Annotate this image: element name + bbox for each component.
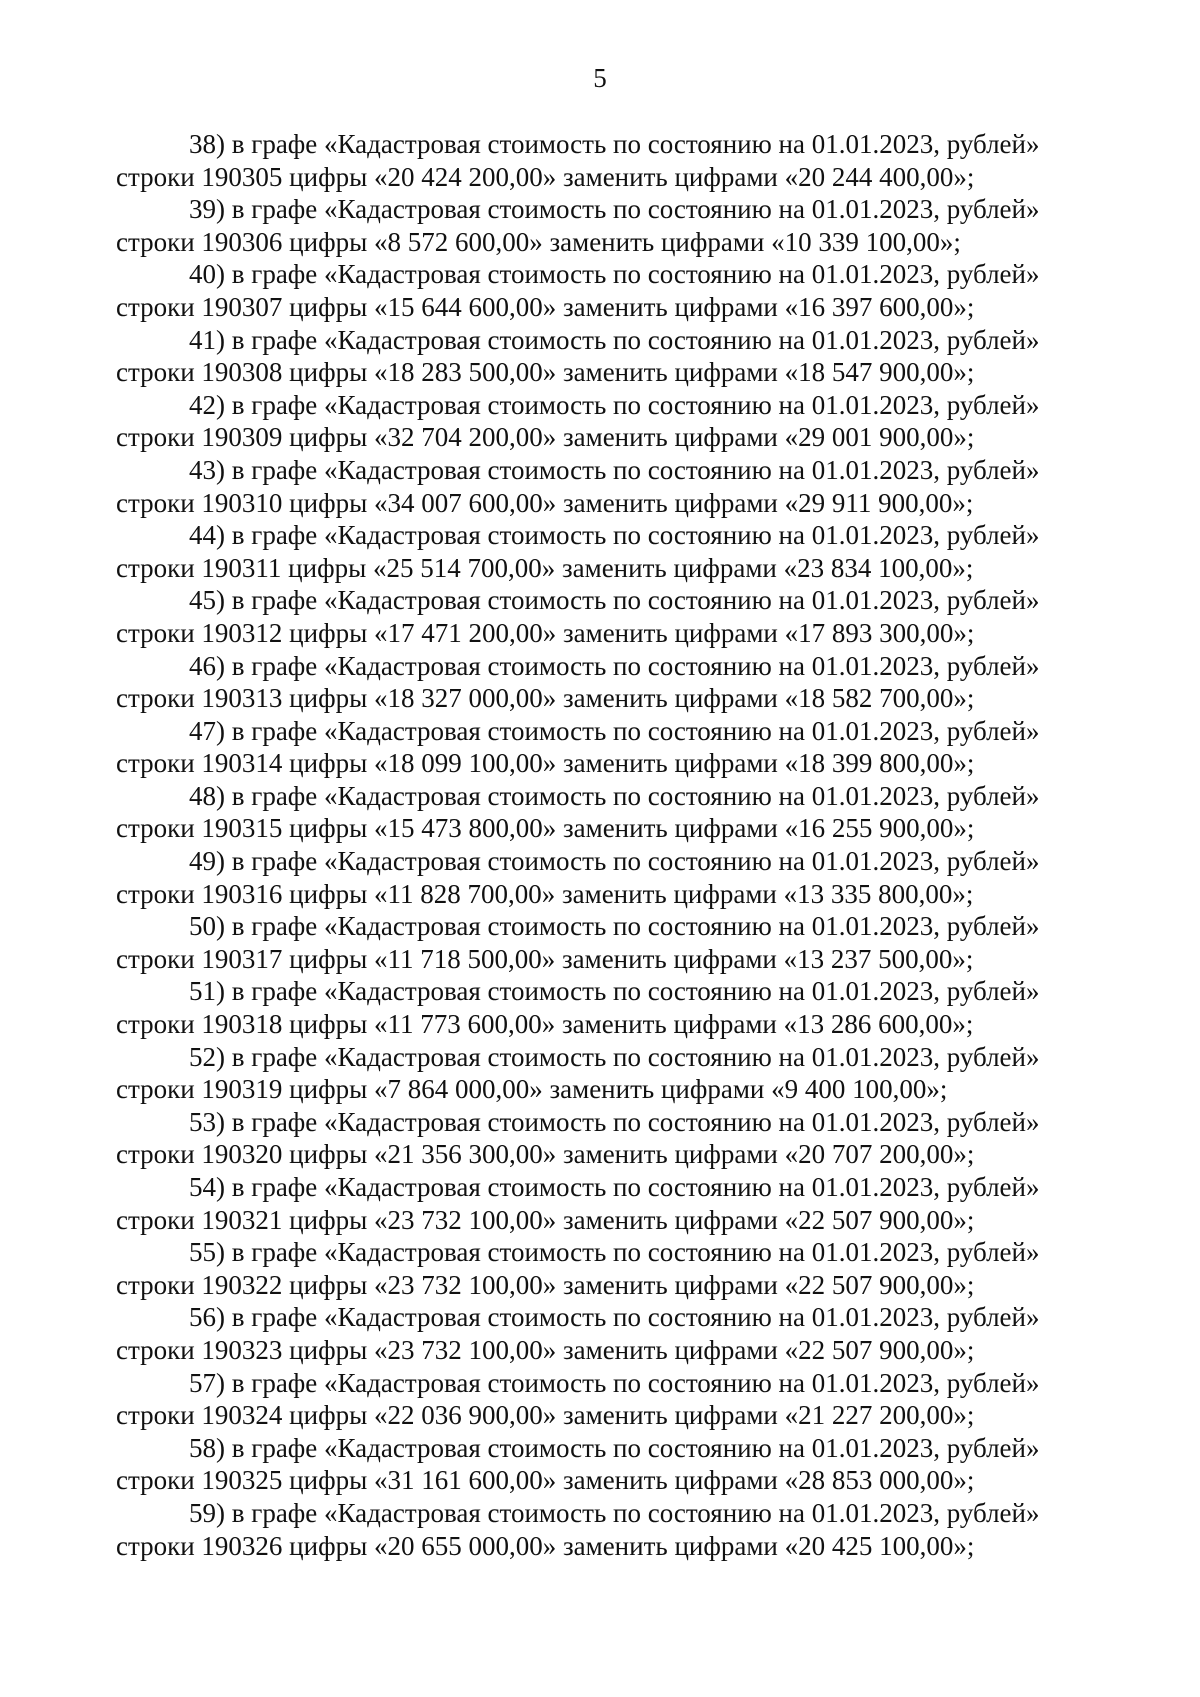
list-item [116,258,1096,323]
item-line-1: 44) в графе «Кадастровая стоимость по состоянию на 01.01.2023, рублей» [189,520,1040,551]
item-line-1: 42) в графе «Кадастровая стоимость по состоянию на 01.01.2023, рублей» [189,389,1040,420]
list-item [116,1106,1096,1171]
item-line-2: строки 190323 цифры «23 732 100,00» заменить цифрами «22 507 900,00»; [116,1334,975,1365]
item-line-1: 51) в графе «Кадастровая стоимость по состоянию на 01.01.2023, рублей» [189,976,1040,1007]
item-line-2: строки 190313 цифры «18 327 000,00» заменить цифрами «18 582 700,00»; [116,683,975,714]
document-body [116,128,1096,1562]
item-line-1: 50) в графе «Кадастровая стоимость по состоянию на 01.01.2023, рублей» [189,911,1040,942]
item-line-2: строки 190319 цифры «7 864 000,00» заменить цифрами «9 400 100,00»; [116,1074,948,1105]
item-line-2: строки 190310 цифры «34 007 600,00» заменить цифрами «29 911 900,00»; [116,487,974,518]
list-item [116,1432,1096,1497]
list-item [116,389,1096,454]
list-item [116,1497,1096,1562]
item-line-2: строки 190315 цифры «15 473 800,00» заменить цифрами «16 255 900,00»; [116,813,975,844]
list-item [116,1171,1096,1236]
item-line-1: 38) в графе «Кадастровая стоимость по состоянию на 01.01.2023, рублей» [189,129,1040,159]
item-line-2: строки 190306 цифры «8 572 600,00» заменить цифрами «10 339 100,00»; [116,226,961,257]
list-item [116,650,1096,715]
item-line-1: 58) в графе «Кадастровая стоимость по состоянию на 01.01.2023, рублей» [189,1432,1040,1463]
list-item [116,1041,1096,1106]
item-line-1: 41) в графе «Кадастровая стоимость по состоянию на 01.01.2023, рублей» [189,324,1040,355]
item-line-2: строки 190305 цифры «20 424 200,00» заменить цифрами «20 244 400,00»; [116,161,975,192]
item-line-1: 55) в графе «Кадастровая стоимость по состоянию на 01.01.2023, рублей» [189,1237,1040,1268]
list-item [116,910,1096,975]
item-line-1: 40) в графе «Кадастровая стоимость по состоянию на 01.01.2023, рублей» [189,259,1040,290]
item-line-2: строки 190314 цифры «18 099 100,00» заменить цифрами «18 399 800,00»; [116,748,975,779]
list-item [116,1301,1096,1366]
item-line-2: строки 190316 цифры «11 828 700,00» заменить цифрами «13 335 800,00»; [116,878,974,909]
item-line-2: строки 190308 цифры «18 283 500,00» заменить цифрами «18 547 900,00»; [116,357,975,388]
item-line-1: 54) в графе «Кадастровая стоимость по состоянию на 01.01.2023, рублей» [189,1172,1040,1202]
item-line-2: строки 190324 цифры «22 036 900,00» заменить цифрами «21 227 200,00»; [116,1400,975,1431]
item-line-1: 43) в графе «Кадастровая стоимость по состоянию на 01.01.2023, рублей» [189,454,1040,485]
list-item [116,845,1096,910]
item-line-2: строки 190326 цифры «20 655 000,00» заменить цифрами «20 425 100,00»; [116,1530,975,1561]
page-number: 5 [593,63,607,93]
item-line-2: строки 190311 цифры «25 514 700,00» заменить цифрами «23 834 100,00»; [116,552,974,583]
list-item [116,715,1096,780]
item-line-1: 48) в графе «Кадастровая стоимость по состоянию на 01.01.2023, рублей» [189,780,1040,811]
item-line-2: строки 190312 цифры «17 471 200,00» заменить цифрами «17 893 300,00»; [116,617,975,648]
list-item [116,1236,1096,1301]
list-item [116,519,1096,584]
list-item [116,324,1096,389]
list-item [116,780,1096,845]
item-line-1: 45) в графе «Кадастровая стоимость по состоянию на 01.01.2023, рублей» [189,585,1040,616]
item-line-2: строки 190318 цифры «11 773 600,00» заменить цифрами «13 286 600,00»; [116,1009,974,1040]
item-line-1: 57) в графе «Кадастровая стоимость по состоянию на 01.01.2023, рублей» [189,1367,1040,1398]
list-item [116,128,1096,193]
item-line-2: строки 190317 цифры «11 718 500,00» заменить цифрами «13 237 500,00»; [116,943,974,974]
item-line-1: 53) в графе «Кадастровая стоимость по состоянию на 01.01.2023, рублей» [189,1106,1040,1137]
item-line-1: 46) в графе «Кадастровая стоимость по состоянию на 01.01.2023, рублей» [189,650,1040,681]
item-line-1: 39) в графе «Кадастровая стоимость по состоянию на 01.01.2023, рублей» [189,194,1040,225]
item-line-2: строки 190309 цифры «32 704 200,00» заменить цифрами «29 001 900,00»; [116,422,975,453]
item-line-1: 56) в графе «Кадастровая стоимость по состоянию на 01.01.2023, рублей» [189,1302,1040,1333]
list-item [116,454,1096,519]
item-line-2: строки 190307 цифры «15 644 600,00» заменить цифрами «16 397 600,00»; [116,291,975,322]
list-item [116,975,1096,1040]
list-item [116,1367,1096,1432]
item-line-2: строки 190321 цифры «23 732 100,00» заменить цифрами «22 507 900,00»; [116,1204,975,1235]
list-item [116,193,1096,258]
item-line-2: строки 190320 цифры «21 356 300,00» заменить цифрами «20 707 200,00»; [116,1139,975,1170]
item-line-1: 52) в графе «Кадастровая стоимость по состоянию на 01.01.2023, рублей» [189,1041,1040,1072]
item-line-2: строки 190322 цифры «23 732 100,00» заменить цифрами «22 507 900,00»; [116,1269,975,1300]
item-line-2: строки 190325 цифры «31 161 600,00» заменить цифрами «28 853 000,00»; [116,1465,975,1496]
item-line-1: 47) в графе «Кадастровая стоимость по состоянию на 01.01.2023, рублей» [189,715,1040,746]
item-line-1: 59) в графе «Кадастровая стоимость по состоянию на 01.01.2023, рублей» [189,1497,1040,1528]
list-item [116,584,1096,649]
item-line-1: 49) в графе «Кадастровая стоимость по состоянию на 01.01.2023, рублей» [189,846,1040,877]
